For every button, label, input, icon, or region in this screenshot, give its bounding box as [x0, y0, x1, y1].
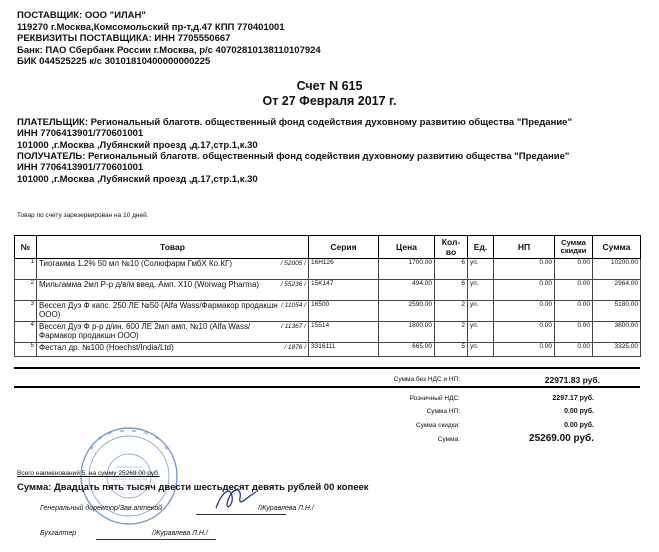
grand-total-label: Сумма: [437, 436, 460, 443]
supplier-bik: БИК 044525225 к/с 30101810400000000225 [17, 56, 211, 68]
row-code: / 55236 / [280, 281, 306, 288]
table-row [15, 259, 641, 280]
np-sum-value: 0.00 руб. [564, 408, 594, 415]
row-np: 0.00 [494, 280, 555, 301]
total-without-vat-value: 22971.83 руб. [544, 375, 600, 385]
table-header-row [15, 236, 641, 259]
col-header-num: № [15, 236, 37, 259]
table-row [15, 343, 641, 357]
divider-top [14, 367, 640, 369]
row-series: 16500 [309, 301, 379, 322]
row-unit: уп. [468, 301, 494, 322]
row-code: / 1876 / [284, 344, 306, 351]
row-product [37, 280, 309, 301]
col-header-unit: Ед. [468, 236, 494, 259]
row-price: 665.00 [379, 343, 435, 357]
row-unit: уп. [468, 259, 494, 280]
row-sum: 2964.00 [593, 280, 641, 301]
row-product-name: Фестал др. №100 (Hoechst/India/Ltd) [39, 343, 174, 352]
row-qty: 5 [435, 343, 468, 357]
invoice-number: Счет N 615 [296, 79, 363, 93]
row-series: 15514 [309, 322, 379, 343]
row-num: 3 [15, 301, 37, 322]
amount-in-words: Сумма: Двадцать пять тысяч двести шестьдесят девять рублей 00 копеек [17, 482, 369, 493]
col-header-np: НП [494, 236, 555, 259]
grand-total-value: 25269.00 руб. [529, 433, 594, 444]
row-product-name: Тиогамма 1.2% 50 мл №10 (Солюфарм ГмбХ Ко.КГ) [39, 259, 232, 268]
recipient-address: 101000 ,г.Москва ,Лубянский проезд ,д.17,стр.1,к.30 [17, 173, 258, 185]
row-qty: 6 [435, 280, 468, 301]
np-sum-label: Сумма НП: [426, 408, 460, 415]
items-table [14, 235, 641, 357]
row-unit: уп. [468, 280, 494, 301]
row-sum: 10200.00 [593, 259, 641, 280]
signature-icon [212, 482, 260, 516]
supplier-address: 119270 г.Москва,Комсомольский пр-т,д.47 КПП 770401001 [17, 21, 285, 33]
row-product-name: Мильгамма 2мл Р-р д/в/м введ. Амп. X10 (Worwag Pharma) [39, 280, 260, 289]
row-discount: 0.00 [555, 343, 593, 357]
table-row [15, 301, 641, 322]
row-discount: 0.00 [555, 259, 593, 280]
row-code: / 11367 / [281, 323, 306, 330]
row-series: 3316111 [309, 343, 379, 357]
col-header-product: Товар [37, 236, 309, 259]
payer-name: ПЛАТЕЛЬЩИК: Региональный благотв. общественный фонд содействия духовному развитию общества "Предание" [17, 117, 572, 128]
col-header-discount: Сумма скидки [555, 236, 593, 259]
col-header-price: Цена [379, 236, 435, 259]
row-price: 494.00 [379, 280, 435, 301]
row-price: 1700.00 [379, 259, 435, 280]
row-product-name: Вессел Дуэ Ф капс. 250 ЛЕ №50 (Alfa Wass/Фармакор продакшн ООО) [39, 301, 278, 319]
row-sum: 3325.00 [593, 343, 641, 357]
row-unit: уп. [468, 322, 494, 343]
recipient-name: ПОЛУЧАТЕЛЬ: Региональный благотв. общественный фонд содействия духовному развитию общества "Предание" [17, 151, 570, 162]
col-header-sum: Сумма [593, 236, 641, 259]
supplier-requisites: РЕКВИЗИТЫ ПОСТАВЩИКА: ИНН 7705550667 [17, 33, 231, 45]
row-np: 0.00 [494, 322, 555, 343]
row-qty: 6 [435, 259, 468, 280]
row-discount: 0.00 [555, 322, 593, 343]
row-product [37, 322, 309, 343]
retail-vat-value: 2297.17 руб. [552, 395, 594, 402]
row-product [37, 343, 309, 357]
accountant-label: Бухгалтер [40, 530, 77, 537]
row-sum: 5180.00 [593, 301, 641, 322]
supplier-bank: Банк: ПАО Сбербанк России г.Москва, р/с 40702810138110107924 [17, 44, 321, 56]
invoice-date: От 27 Февраля 2017 г. [262, 94, 397, 108]
col-header-qty: Кол-во [435, 236, 468, 259]
row-num: 4 [15, 322, 37, 343]
row-series: 16H126 [309, 259, 379, 280]
col-header-series: Серия [309, 236, 379, 259]
recipient-block [17, 151, 569, 185]
supplier-block [17, 10, 321, 68]
supplier-name: ПОСТАВЩИК: ООО "ИЛАН" [17, 10, 146, 21]
row-num: 2 [15, 280, 37, 301]
items-count-line: Всего наименований 5, на сумму 25269.00 руб. [17, 470, 160, 477]
row-unit: уп. [468, 343, 494, 357]
reserve-note: Товар по счету зарезервирован на 10 дней. [17, 212, 149, 219]
row-code: / 52005 / [280, 260, 306, 267]
accountant-name: /Журавлева Л.Н./ [152, 530, 208, 537]
table-row [15, 322, 641, 343]
retail-vat-label: Розничный НДС: [409, 395, 460, 402]
row-series: 15K147 [309, 280, 379, 301]
table-row [15, 280, 641, 301]
row-product [37, 259, 309, 280]
row-sum: 3600.00 [593, 322, 641, 343]
row-discount: 0.00 [555, 280, 593, 301]
row-np: 0.00 [494, 343, 555, 357]
payer-address: 101000 ,г.Москва ,Лубянский проезд ,д.17,стр.1,к.30 [17, 139, 258, 151]
row-np: 0.00 [494, 301, 555, 322]
payer-inn: ИНН 7706413901/770601001 [17, 128, 144, 140]
director-name: /Журавлева Л.Н./ [258, 505, 314, 512]
divider-totals [14, 386, 640, 388]
row-qty: 2 [435, 301, 468, 322]
discount-sum-value: 0.00 руб. [564, 422, 594, 429]
total-without-vat-label: Сумма без НДС и НП: [393, 376, 460, 383]
payer-block [17, 117, 572, 151]
row-qty: 2 [435, 322, 468, 343]
row-price: 1800.00 [379, 322, 435, 343]
row-product-name: Вессел Дуэ Ф р-р д/ин. 600 ЛЕ 2мл амп. №10 (Alfa Wass/Фармакор продакшн ООО) [39, 322, 251, 340]
row-product [37, 301, 309, 322]
row-num: 5 [15, 343, 37, 357]
row-price: 2590.00 [379, 301, 435, 322]
row-np: 0.00 [494, 259, 555, 280]
row-discount: 0.00 [555, 301, 593, 322]
row-code: / 11054 / [281, 302, 306, 309]
accountant-signature-line [96, 539, 216, 540]
discount-sum-label: Сумма скидки: [415, 422, 460, 429]
director-label: Генеральный директор/Зав.аптекой [40, 505, 163, 512]
row-num: 1 [15, 259, 37, 280]
recipient-inn: ИНН 7706413901/770601001 [17, 162, 144, 174]
